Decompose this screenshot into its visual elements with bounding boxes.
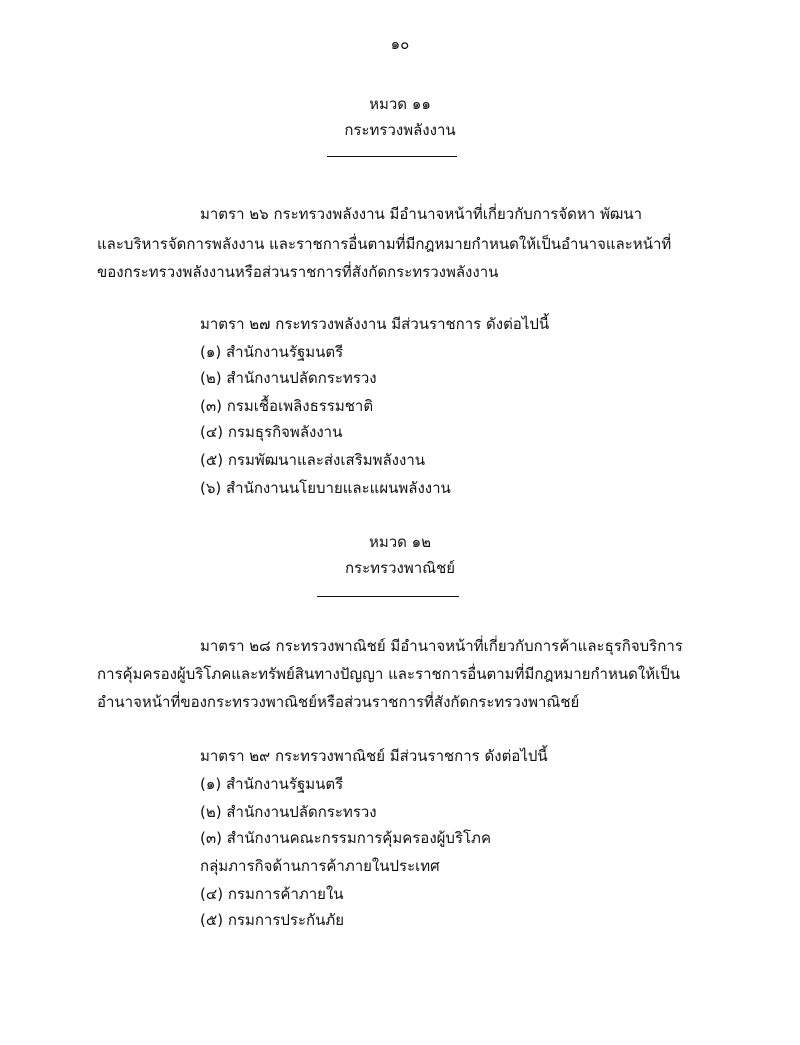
- section-27-item-4: (๔) กรมธุรกิจพลังงาน: [200, 423, 343, 441]
- section-29-item-2: (๒) สำนักงานปลัดกระทรวง: [200, 803, 377, 821]
- section-27-item-5: (๕) กรมพัฒนาและส่งเสริมพลังงาน: [200, 451, 425, 469]
- section-28-line-1: มาตรา ๒๘ กระทรวงพาณิชย์ มีอำนาจหน้าที่เกี่ยวกับการค้าและธุรกิจบริการ: [200, 637, 683, 655]
- section-26-line-1: มาตรา ๒๖ กระทรวงพลังงาน มีอำนาจหน้าที่เกี่ยวกับการจัดหา พัฒนา: [200, 205, 643, 223]
- chapter-11-title: กระทรวงพลังงาน: [344, 121, 456, 139]
- section-26-line-3: ของกระทรวงพลังงานหรือส่วนราชการที่สังกัดกระทรวงพลังงาน: [97, 263, 499, 281]
- section-27-item-2: (๒) สำนักงานปลัดกระทรวง: [200, 369, 377, 387]
- section-29-item-4: (๔) กรมการค้าภายใน: [200, 885, 344, 903]
- chapter-12-title: กระทรวงพาณิชย์: [344, 559, 456, 577]
- chapter-12-divider: [317, 596, 459, 597]
- chapter-12-heading: หมวด ๑๒: [368, 533, 432, 551]
- section-29-item-5: (๕) กรมการประกันภัย: [200, 911, 345, 929]
- section-29-intro: มาตรา ๒๙ กระทรวงพาณิชย์ มีส่วนราชการ ดังต่อไปนี้: [200, 747, 548, 765]
- section-27-item-1: (๑) สำนักงานรัฐมนตรี: [200, 343, 344, 361]
- page-number: ๑๐: [390, 35, 410, 53]
- section-27-item-6: (๖) สำนักงานนโยบายและแผนพลังงาน: [200, 479, 451, 497]
- section-27-intro: มาตรา ๒๗ กระทรวงพลังงาน มีส่วนราชการ ดังต่อไปนี้: [200, 315, 550, 333]
- section-29-item-3: (๓) สำนักงานคณะกรรมการคุ้มครองผู้บริโภค: [200, 829, 491, 847]
- section-26-line-2: และบริหารจัดการพลังงาน และราชการอื่นตามที่มีกฎหมายกำหนดให้เป็นอำนาจและหน้าที่: [97, 235, 672, 253]
- section-29-group-heading: กลุ่มภารกิจด้านการค้าภายในประเทศ: [200, 857, 440, 875]
- section-29-item-1: (๑) สำนักงานรัฐมนตรี: [200, 775, 344, 793]
- chapter-11-divider: [327, 156, 457, 157]
- chapter-11-heading: หมวด ๑๑: [369, 95, 431, 113]
- section-28-line-2: การคุ้มครองผู้บริโภคและทรัพย์สินทางปัญญา และราชการอื่นตามที่มีกฎหมายกำหนดให้เป็น: [97, 665, 680, 683]
- section-27-item-3: (๓) กรมเชื้อเพลิงธรรมชาติ: [200, 397, 374, 415]
- section-28-line-3: อำนาจหน้าที่ของกระทรวงพาณิชย์หรือส่วนราชการที่สังกัดกระทรวงพาณิชย์: [97, 693, 580, 711]
